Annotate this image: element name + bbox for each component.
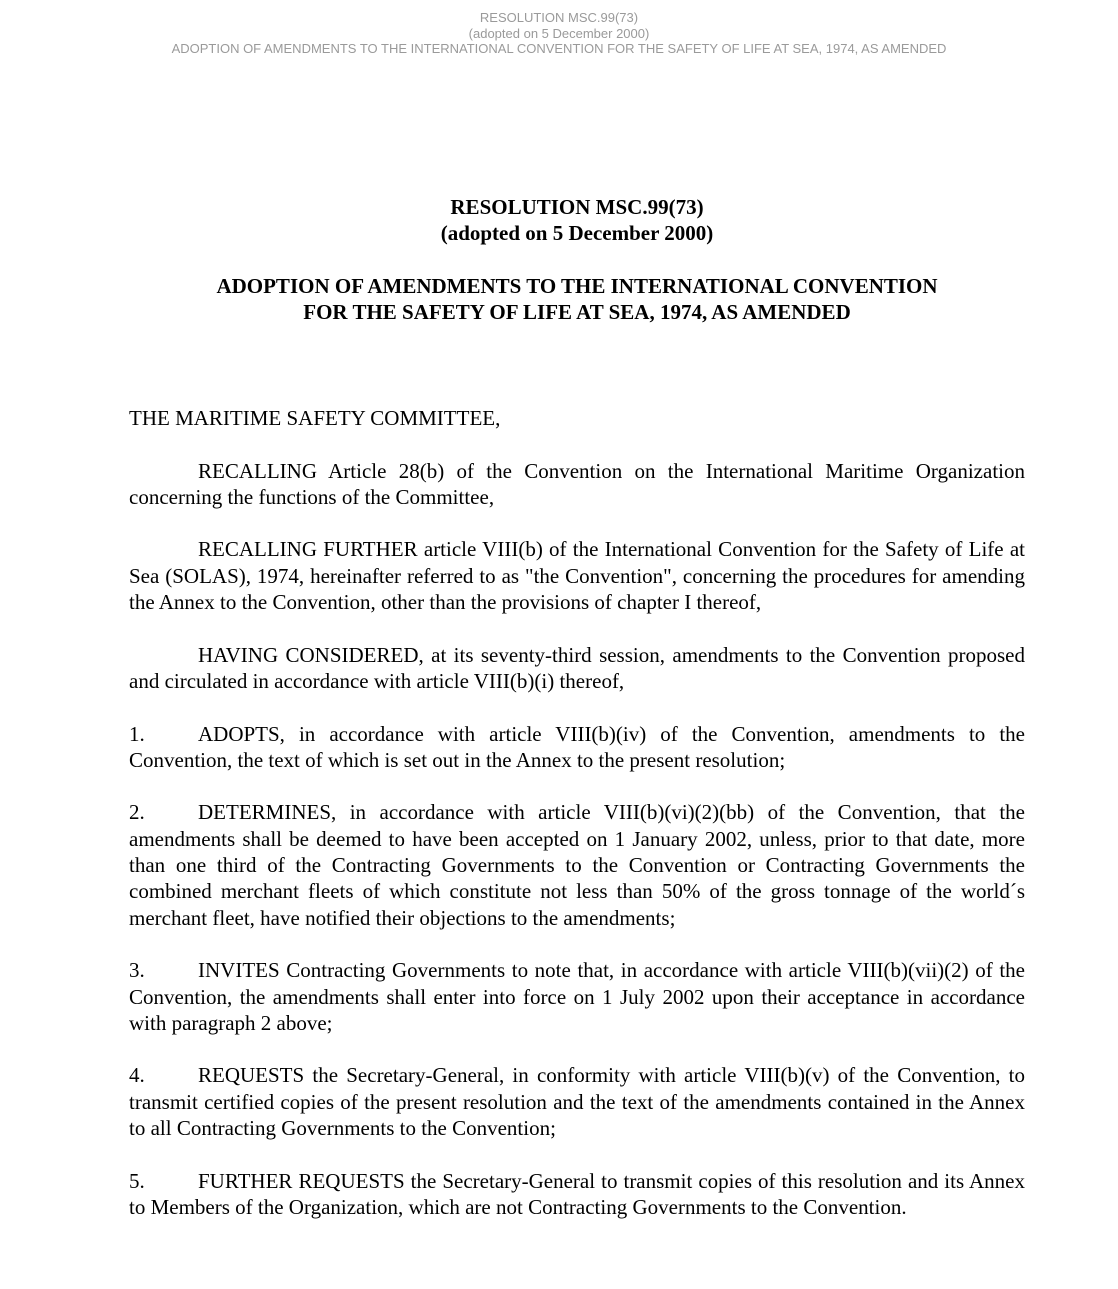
adoption-date: (adopted on 5 December 2000) [440,221,714,245]
operative-paragraph [129,799,1025,930]
running-header-resolution: RESOLUTION MSC.99(73) [479,10,639,25]
operative-text: DETERMINES, in accordance with article VIII(b)(vi)(2)(bb) of the Convention, that the amendments shall be deemed to have been accepted on 1 January 2002, unless, prior to that date, more than one third of the Contracting Governments to the Convention or Contracting Governments the combined merchant fleets of which constitute not less than 50% of the gross tonnage of the world´s merchant fleet, have notified their objections to the amendments; [129,800,1025,930]
resolution-title: RESOLUTION MSC.99(73) [450,195,704,219]
operative-paragraph [129,1168,1025,1221]
committee-heading: THE MARITIME SAFETY COMMITTEE, [129,406,501,430]
title-block [129,194,1025,246]
paragraph-number: 3. [129,958,145,983]
operative-text: FURTHER REQUESTS the Secretary-General to transmit copies of this resolution and its Annex to Members of the Organization, which are not Contracting Governments to the Convention. [129,1168,1025,1219]
paragraph-number: 2. [129,800,145,825]
running-header [0,10,1118,57]
preamble-text: RECALLING FURTHER article VIII(b) of the International Convention for the Safety of Life at Sea (SOLAS), 1974, hereinafter referred to as "the Convention", concerning the procedures for amending the Annex to the Convention, other than the provisions of chapter I thereof, [129,537,1025,615]
paragraph-number: 4. [129,1063,145,1088]
resolution-body [129,405,1025,1220]
preamble-paragraph [129,536,1025,615]
paragraph-number: 1. [129,721,145,746]
preamble-text: RECALLING Article 28(b) of the Convention on the International Maritime Organization concerning the functions of the Committee, [129,458,1025,509]
subject-heading [129,273,1025,325]
preamble-text: HAVING CONSIDERED, at its seventy-third session, amendments to the Convention proposed and circulated in accordance with article VIII(b)(i) thereof, [129,642,1025,693]
preamble-paragraph [129,458,1025,511]
operative-text: INVITES Contracting Governments to note that, in accordance with article VIII(b)(vii)(2) of the Convention, the amendments shall enter into force on 1 July 2002 upon their acceptance in accordance with paragraph 2 above; [129,958,1025,1035]
operative-paragraph [129,957,1025,1036]
operative-paragraph [129,1062,1025,1141]
paragraph-number: 5. [129,1168,145,1193]
operative-text: REQUESTS the Secretary-General, in conformity with article VIII(b)(v) of the Convention, to transmit certified copies of the present resolution and the text of the amendments contained in the Annex to all Contracting Governments to the Convention; [129,1063,1025,1141]
subject-line-2: FOR THE SAFETY OF LIFE AT SEA, 1974, AS AMENDED [303,300,851,324]
running-header-adopted: (adopted on 5 December 2000) [468,25,650,41]
running-header-subject: ADOPTION OF AMENDMENTS TO THE INTERNATIONAL CONVENTION FOR THE SAFETY OF LIFE AT SEA, 1974, AS AMENDED [171,41,947,56]
subject-line-1: ADOPTION OF AMENDMENTS TO THE INTERNATIONAL CONVENTION [216,274,938,298]
operative-text: ADOPTS, in accordance with article VIII(b)(iv) of the Convention, amendments to the Convention, the text of which is set out in the Annex to the present resolution; [129,721,1025,772]
document-page [129,194,1025,1241]
preamble-paragraph [129,642,1025,695]
operative-paragraph [129,721,1025,774]
